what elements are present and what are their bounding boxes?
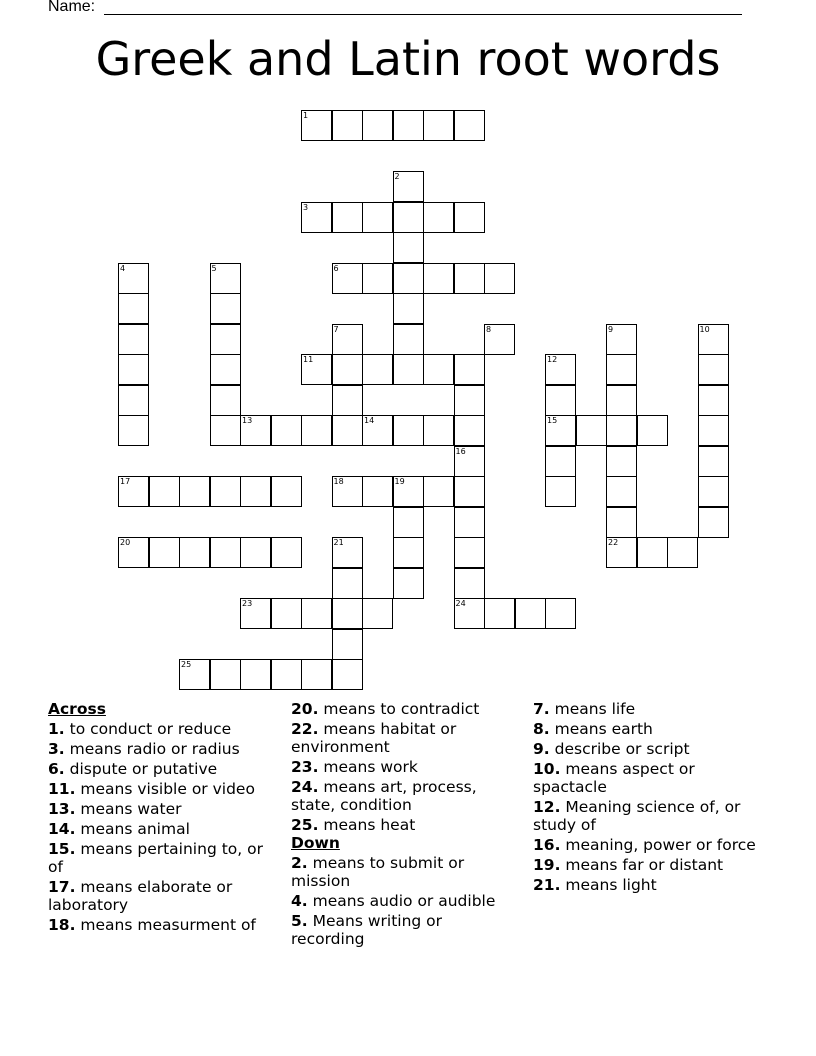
crossword-cell[interactable] <box>179 476 210 507</box>
crossword-cell[interactable] <box>606 354 637 385</box>
crossword-cell[interactable] <box>454 263 485 294</box>
crossword-cell[interactable] <box>393 568 424 599</box>
crossword-cell[interactable] <box>393 263 424 294</box>
clue-item <box>291 912 516 948</box>
crossword-cell[interactable] <box>332 568 363 599</box>
crossword-cell[interactable] <box>423 110 454 141</box>
crossword-cell[interactable] <box>118 476 149 507</box>
crossword-cell[interactable] <box>393 293 424 324</box>
crossword-cell[interactable] <box>454 568 485 599</box>
crossword-cell[interactable] <box>423 415 454 446</box>
crossword-cell[interactable] <box>393 476 424 507</box>
clue-number: 16 <box>455 446 466 456</box>
clue-num: 3. <box>48 740 65 758</box>
clue-text: means habitat or environment <box>291 720 457 756</box>
crossword-cell[interactable] <box>454 415 485 446</box>
clue-text: means light <box>560 876 657 894</box>
clue-item <box>533 798 758 834</box>
clue-text: Meaning science of, or study of <box>533 798 741 834</box>
crossword-cell[interactable] <box>332 629 363 660</box>
crossword-cell[interactable] <box>454 385 485 416</box>
clue-number: 13 <box>242 416 253 425</box>
crossword-cell[interactable] <box>301 110 332 141</box>
crossword-cell[interactable] <box>362 354 393 385</box>
crossword-cell[interactable] <box>118 415 149 446</box>
clue-item <box>533 720 758 738</box>
clue-item <box>533 700 758 718</box>
crossword-cell[interactable] <box>179 659 210 690</box>
crossword-cell[interactable] <box>393 354 424 385</box>
name-label: Name: <box>48 0 96 15</box>
crossword-cell[interactable] <box>545 476 576 507</box>
crossword-cell[interactable] <box>454 598 485 629</box>
crossword-cell[interactable] <box>606 385 637 416</box>
clue-num: 11. <box>48 780 76 798</box>
crossword-cell[interactable] <box>454 476 485 507</box>
crossword-cell[interactable] <box>454 354 485 385</box>
clue-num: 19. <box>533 856 561 874</box>
crossword-cell[interactable] <box>484 263 515 294</box>
clue-number: 5 <box>211 263 217 273</box>
page-title: Greek and Latin root words <box>95 32 721 86</box>
crossword-cell[interactable] <box>332 385 363 416</box>
clue-number: 14 <box>364 416 375 425</box>
clue-text: means life <box>549 700 636 718</box>
clue-text: means aspect or spactacle <box>533 760 695 796</box>
crossword-cell[interactable] <box>606 507 637 538</box>
clue-num: 22. <box>291 720 319 738</box>
clue-num: 10. <box>533 760 561 778</box>
crossword-cell[interactable] <box>271 415 302 446</box>
clue-num: 15. <box>48 840 76 858</box>
crossword-cell[interactable] <box>301 598 332 629</box>
clue-item <box>48 840 273 876</box>
crossword-cell[interactable] <box>454 202 485 233</box>
crossword-cell[interactable] <box>393 507 424 538</box>
crossword-cell[interactable] <box>393 171 424 202</box>
clue-text: means earth <box>549 720 653 738</box>
crossword-cell[interactable] <box>423 263 454 294</box>
crossword-cell[interactable] <box>210 659 241 690</box>
crossword-cell[interactable] <box>545 598 576 629</box>
clue-item <box>291 854 516 890</box>
crossword-cell[interactable] <box>637 415 668 446</box>
crossword-cell[interactable] <box>393 537 424 568</box>
clue-num: 24. <box>291 778 319 796</box>
crossword-cell[interactable] <box>698 446 729 477</box>
crossword-cell[interactable] <box>210 537 241 568</box>
crossword-cell[interactable] <box>667 537 698 568</box>
crossword-cell[interactable] <box>637 537 668 568</box>
crossword-cell[interactable] <box>362 263 393 294</box>
clue-number: 4 <box>120 263 126 273</box>
crossword-cell[interactable] <box>332 324 363 355</box>
clue-text: means pertaining to, or of <box>48 840 263 876</box>
crossword-cell[interactable] <box>484 598 515 629</box>
clue-item <box>48 820 273 838</box>
clue-item <box>48 916 273 934</box>
crossword-cell[interactable] <box>545 354 576 385</box>
crossword-cell[interactable] <box>332 354 363 385</box>
clue-text: dispute or putative <box>64 760 218 778</box>
clue-number: 10 <box>699 324 710 334</box>
clue-num: 20. <box>291 700 319 718</box>
clue-num: 6. <box>48 760 65 778</box>
crossword-cell[interactable] <box>118 263 149 294</box>
crossword-cell[interactable] <box>240 659 271 690</box>
clue-number: 25 <box>181 660 192 669</box>
clues-col1 <box>48 700 273 934</box>
crossword-cell[interactable] <box>332 537 363 568</box>
clue-number: 19 <box>394 477 405 486</box>
crossword-cell[interactable] <box>118 385 149 416</box>
clue-num: 4. <box>291 892 308 910</box>
crossword-cell[interactable] <box>454 507 485 538</box>
clue-item <box>533 836 758 854</box>
clue-num: 18. <box>48 916 76 934</box>
clue-text: means animal <box>75 820 190 838</box>
clue-item <box>291 778 516 814</box>
clue-number: 3 <box>303 202 309 212</box>
crossword-cell[interactable] <box>393 110 424 141</box>
crossword-cell[interactable] <box>606 324 637 355</box>
clue-num: 7. <box>533 700 550 718</box>
crossword-cell[interactable] <box>515 598 546 629</box>
clue-number: 17 <box>120 477 131 486</box>
crossword-cell[interactable] <box>393 324 424 355</box>
crossword-cell[interactable] <box>210 263 241 294</box>
clue-item <box>48 780 273 798</box>
clues-col2 <box>291 700 516 948</box>
crossword-cell[interactable] <box>210 415 241 446</box>
clue-text: means art, process, state, condition <box>291 778 477 814</box>
clue-number: 6 <box>333 263 339 273</box>
crossword-cell[interactable] <box>606 415 637 446</box>
clues-col3 <box>533 700 758 894</box>
clue-item <box>48 878 273 914</box>
crossword-cell[interactable] <box>423 202 454 233</box>
clue-num: 12. <box>533 798 561 816</box>
clue-number: 22 <box>608 538 619 547</box>
clue-num: 23. <box>291 758 319 776</box>
crossword-cell[interactable] <box>118 354 149 385</box>
crossword-cell[interactable] <box>332 202 363 233</box>
clue-text: means audio or audible <box>307 892 496 910</box>
clue-text: describe or script <box>549 740 690 758</box>
crossword-cell[interactable] <box>271 659 302 690</box>
crossword-cell[interactable] <box>149 476 180 507</box>
crossword-cell[interactable] <box>179 537 210 568</box>
crossword-cell[interactable] <box>698 415 729 446</box>
crossword-cell[interactable] <box>393 202 424 233</box>
clue-number: 15 <box>547 416 558 425</box>
crossword-cell[interactable] <box>332 476 363 507</box>
crossword-cell[interactable] <box>606 476 637 507</box>
crossword-cell[interactable] <box>149 537 180 568</box>
clue-item <box>533 760 758 796</box>
clue-num: 21. <box>533 876 561 894</box>
clue-text: means radio or radius <box>64 740 240 758</box>
crossword-cell[interactable] <box>210 476 241 507</box>
clue-item <box>291 720 516 756</box>
crossword-cell[interactable] <box>301 202 332 233</box>
crossword-cell[interactable] <box>362 415 393 446</box>
clue-item <box>533 740 758 758</box>
crossword-cell[interactable] <box>271 598 302 629</box>
crossword-cell[interactable] <box>240 598 271 629</box>
crossword-cell[interactable] <box>484 324 515 355</box>
crossword-cell[interactable] <box>210 385 241 416</box>
crossword-cell[interactable] <box>118 293 149 324</box>
clue-text: means far or distant <box>560 856 724 874</box>
crossword-cell[interactable] <box>301 415 332 446</box>
crossword-cell[interactable] <box>362 202 393 233</box>
crossword-cell[interactable] <box>332 415 363 446</box>
clue-num: 8. <box>533 720 550 738</box>
crossword-cell[interactable] <box>393 232 424 263</box>
crossword-cell[interactable] <box>545 385 576 416</box>
clue-num: 16. <box>533 836 561 854</box>
crossword-cell[interactable] <box>454 446 485 477</box>
clue-num: 5. <box>291 912 308 930</box>
clue-num: 14. <box>48 820 76 838</box>
crossword-cell[interactable] <box>362 598 393 629</box>
across-heading: Across <box>48 700 106 718</box>
crossword-cell[interactable] <box>118 324 149 355</box>
crossword-cell[interactable] <box>423 354 454 385</box>
crossword-cell[interactable] <box>606 537 637 568</box>
crossword-cell[interactable] <box>423 476 454 507</box>
crossword-cell[interactable] <box>240 476 271 507</box>
clue-text: means heat <box>318 816 416 834</box>
crossword-cell[interactable] <box>271 476 302 507</box>
clue-number: 1 <box>303 111 309 120</box>
clue-item <box>48 740 273 758</box>
clue-num: 2. <box>291 854 308 872</box>
crossword-cell[interactable] <box>332 659 363 690</box>
crossword-cell[interactable] <box>454 110 485 141</box>
crossword-cell[interactable] <box>393 415 424 446</box>
clue-number: 8 <box>486 324 492 334</box>
clue-item <box>291 816 516 834</box>
crossword-cell[interactable] <box>301 354 332 385</box>
crossword-cell[interactable] <box>271 537 302 568</box>
crossword-cell[interactable] <box>698 324 729 355</box>
down-heading: Down <box>291 834 340 852</box>
clue-text: means visible or video <box>75 780 255 798</box>
crossword-cell[interactable] <box>332 110 363 141</box>
crossword-cell[interactable] <box>545 415 576 446</box>
clue-num: 9. <box>533 740 550 758</box>
clue-text: meaning, power or force <box>560 836 756 854</box>
clue-item <box>533 856 758 874</box>
crossword-cell[interactable] <box>698 507 729 538</box>
crossword-cell[interactable] <box>606 446 637 477</box>
crossword-cell[interactable] <box>240 537 271 568</box>
crossword-cell[interactable] <box>240 415 271 446</box>
clue-number: 11 <box>303 355 314 364</box>
clue-number: 2 <box>394 172 400 181</box>
clue-number: 7 <box>333 324 339 334</box>
clue-text: means elaborate or laboratory <box>48 878 233 914</box>
clue-item <box>48 800 273 818</box>
crossword-cell[interactable] <box>210 293 241 324</box>
clue-text: Means writing or recording <box>291 912 443 948</box>
crossword-cell[interactable] <box>301 659 332 690</box>
clue-number: 9 <box>608 324 614 334</box>
crossword-cell[interactable] <box>362 476 393 507</box>
clue-item <box>533 876 758 894</box>
clue-item <box>291 758 516 776</box>
crossword-cell[interactable] <box>698 385 729 416</box>
clue-item <box>291 892 516 910</box>
clue-text: means measurment of <box>75 916 256 934</box>
crossword-cell[interactable] <box>454 537 485 568</box>
crossword-cell[interactable] <box>362 110 393 141</box>
crossword-cell[interactable] <box>576 415 607 446</box>
crossword-cell[interactable] <box>332 598 363 629</box>
crossword-cell[interactable] <box>698 476 729 507</box>
crossword-cell[interactable] <box>210 354 241 385</box>
clue-number: 20 <box>120 538 131 547</box>
crossword-cell[interactable] <box>210 324 241 355</box>
clue-text: means water <box>75 800 182 818</box>
clue-num: 17. <box>48 878 76 896</box>
crossword-cell[interactable] <box>545 446 576 477</box>
clue-num: 1. <box>48 720 65 738</box>
clue-number: 18 <box>333 477 344 486</box>
clue-number: 12 <box>547 355 558 364</box>
clue-text: to conduct or reduce <box>64 720 232 738</box>
clue-text: means to submit or mission <box>291 854 465 890</box>
crossword-cell[interactable] <box>118 537 149 568</box>
clue-num: 13. <box>48 800 76 818</box>
crossword-cell[interactable] <box>332 263 363 294</box>
crossword-cell[interactable] <box>698 354 729 385</box>
clue-text: means work <box>318 758 418 776</box>
clue-item <box>48 760 273 778</box>
clue-item <box>291 700 516 718</box>
clue-num: 25. <box>291 816 319 834</box>
clue-text: means to contradict <box>318 700 480 718</box>
clue-item <box>48 720 273 738</box>
clue-number: 24 <box>455 599 466 608</box>
clue-number: 21 <box>333 538 344 547</box>
clue-number: 23 <box>242 599 253 608</box>
